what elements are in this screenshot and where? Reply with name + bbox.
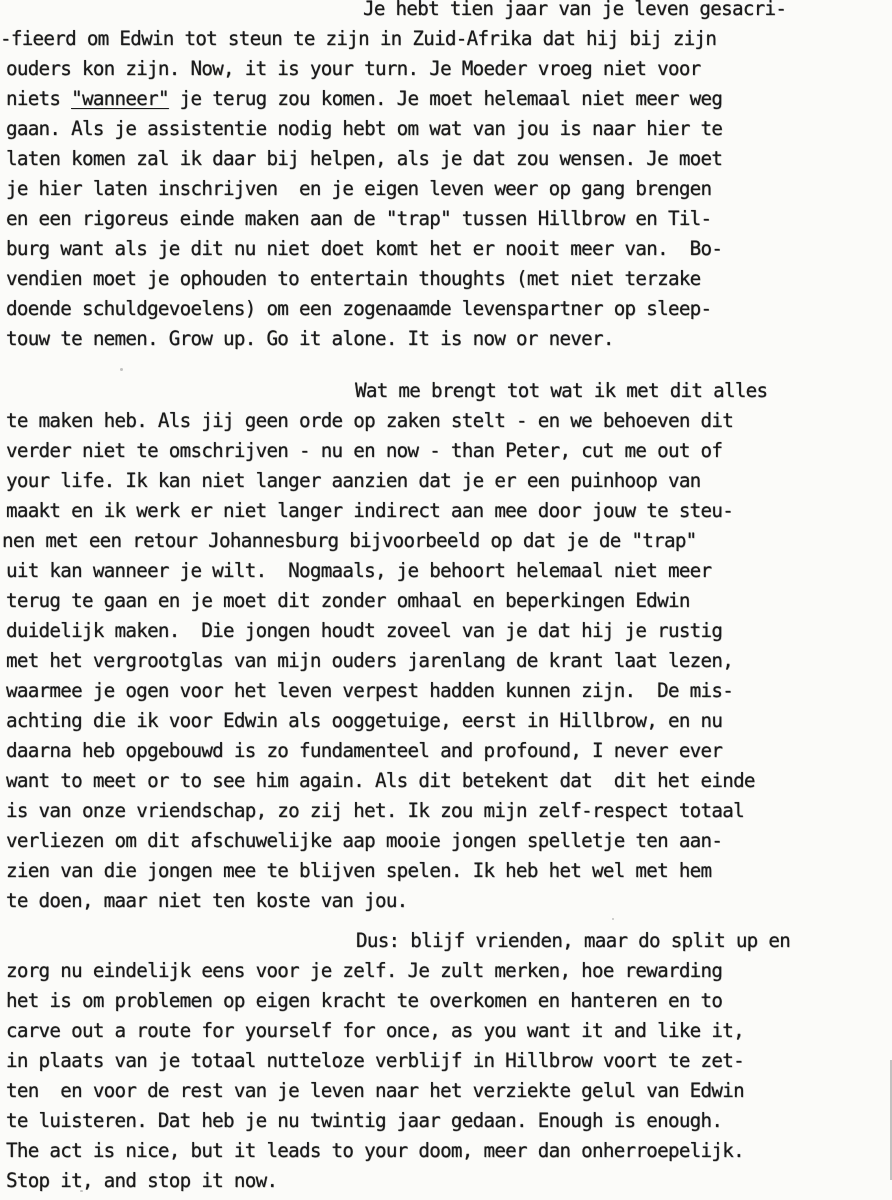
underlined-word: "wanneer" [71,87,169,110]
letter-line: zorg nu eindelijk eens voor je zelf. Je zult merken, hoe rewarding [6,959,723,982]
letter-line: ouders kon zijn. Now, it is your turn. Je Moeder vroeg niet voor [6,57,701,80]
letter-line: het is om problemen op eigen kracht te overkomen en hanteren en to [6,989,723,1012]
scan-speck [120,368,123,371]
letter-line-with-underline [6,84,722,114]
letter-line: laten komen zal ik daar bij helpen, als je dat zou wensen. Je moet [6,147,723,170]
letter-line: gaan. Als je assistentie nodig hebt om wat van jou is naar hier te [6,117,723,140]
letter-line: uit kan wanneer je wilt. Nogmaals, je behoort helemaal niet meer [6,559,712,582]
letter-line: Dus: blijf vrienden, maar do split up en [356,929,791,952]
letter-line: vendien moet je ophouden to entertain thoughts (met niet terzake [6,267,701,290]
letter-line: is van onze vriendschap, zo zij het. Ik zou mijn zelf-respect totaal [6,799,744,822]
letter-line: Stop it, and stop it now. [6,1169,278,1192]
letter-line: terug te gaan en je moet dit zonder omhaal en beperkingen Edwin [6,589,690,612]
letter-line: your life. Ik kan niet langer aanzien dat je er een puinhoop van [6,469,701,492]
letter-line: te luisteren. Dat heb je nu twintig jaar gedaan. Enough is enough. [6,1109,723,1132]
scan-speck [612,918,614,920]
letter-line: duidelijk maken. Die jongen houdt zoveel van je dat hij je rustig [6,619,723,642]
letter-text: je terug zou komen. Je moet helemaal niet meer weg [168,87,723,110]
letter-line: The act is nice, but it leads to your doom, meer dan onherroepelijk. [6,1139,744,1162]
letter-line: Je hebt tien jaar van je leven gesacri- [363,0,787,20]
letter-line: met het vergrootglas van mijn ouders jarenlang de krant laat lezen, [6,649,734,672]
letter-line: achting die ik voor Edwin als ooggetuige, eerst in Hillbrow, en nu [6,709,723,732]
letter-line: carve out a route for yourself for once, as you want it and like it, [6,1019,744,1042]
letter-line: zien van die jongen mee te blijven spelen. Ik heb het wel met hem [6,859,712,882]
letter-line: te maken heb. Als jij geen orde op zaken stelt - en we behoeven dit [6,409,734,432]
letter-line: daarna heb opgebouwd is zo fundamenteel and profound, I never ever [6,739,723,762]
letter-line: ten en voor de rest van je leven naar het verziekte gelul van Edwin [6,1079,744,1102]
letter-line: -fieerd om Edwin tot steun te zijn in Zuid-Afrika dat hij bij zijn [0,27,717,50]
letter-line: want to meet or to see him again. Als dit betekent dat dit het einde [6,769,755,792]
letter-line: Wat me brengt tot wat ik met dit alles [355,379,768,402]
letter-line: waarmee je ogen voor het leven verpest hadden kunnen zijn. De mis- [6,679,734,702]
letter-line: burg want als je dit nu niet doet komt het er nooit meer van. Bo- [6,237,723,260]
letter-text: niets [6,87,72,110]
letter-line: doende schuldgevoelens) om een zogenaamde levenspartner op sleep- [6,297,712,320]
letter-line: nen met een retour Johannesburg bijvoorbeeld op dat je de "trap" [2,529,697,552]
letter-line: te doen, maar niet ten koste van jou. [6,889,408,912]
letter-line: verliezen om dit afschuwelijke aap mooie jongen spelletje ten aan- [6,829,723,852]
letter-line: touw te nemen. Grow up. Go it alone. It is now or never. [6,327,614,350]
letter-line: je hier laten inschrijven en je eigen leven weer op gang brengen [6,177,712,200]
letter-line: in plaats van je totaal nutteloze verblijf in Hillbrow voort te zet- [6,1049,744,1072]
letter-line: maakt en ik werk er niet langer indirect aan mee door jouw te steu- [6,499,734,522]
letter-line: en een rigoreus einde maken aan de "trap" tussen Hillbrow en Til- [6,207,712,230]
scan-speck [80,1190,83,1192]
letter-line: verder niet te omschrijven - nu en now - than Peter, cut me out of [6,439,723,462]
